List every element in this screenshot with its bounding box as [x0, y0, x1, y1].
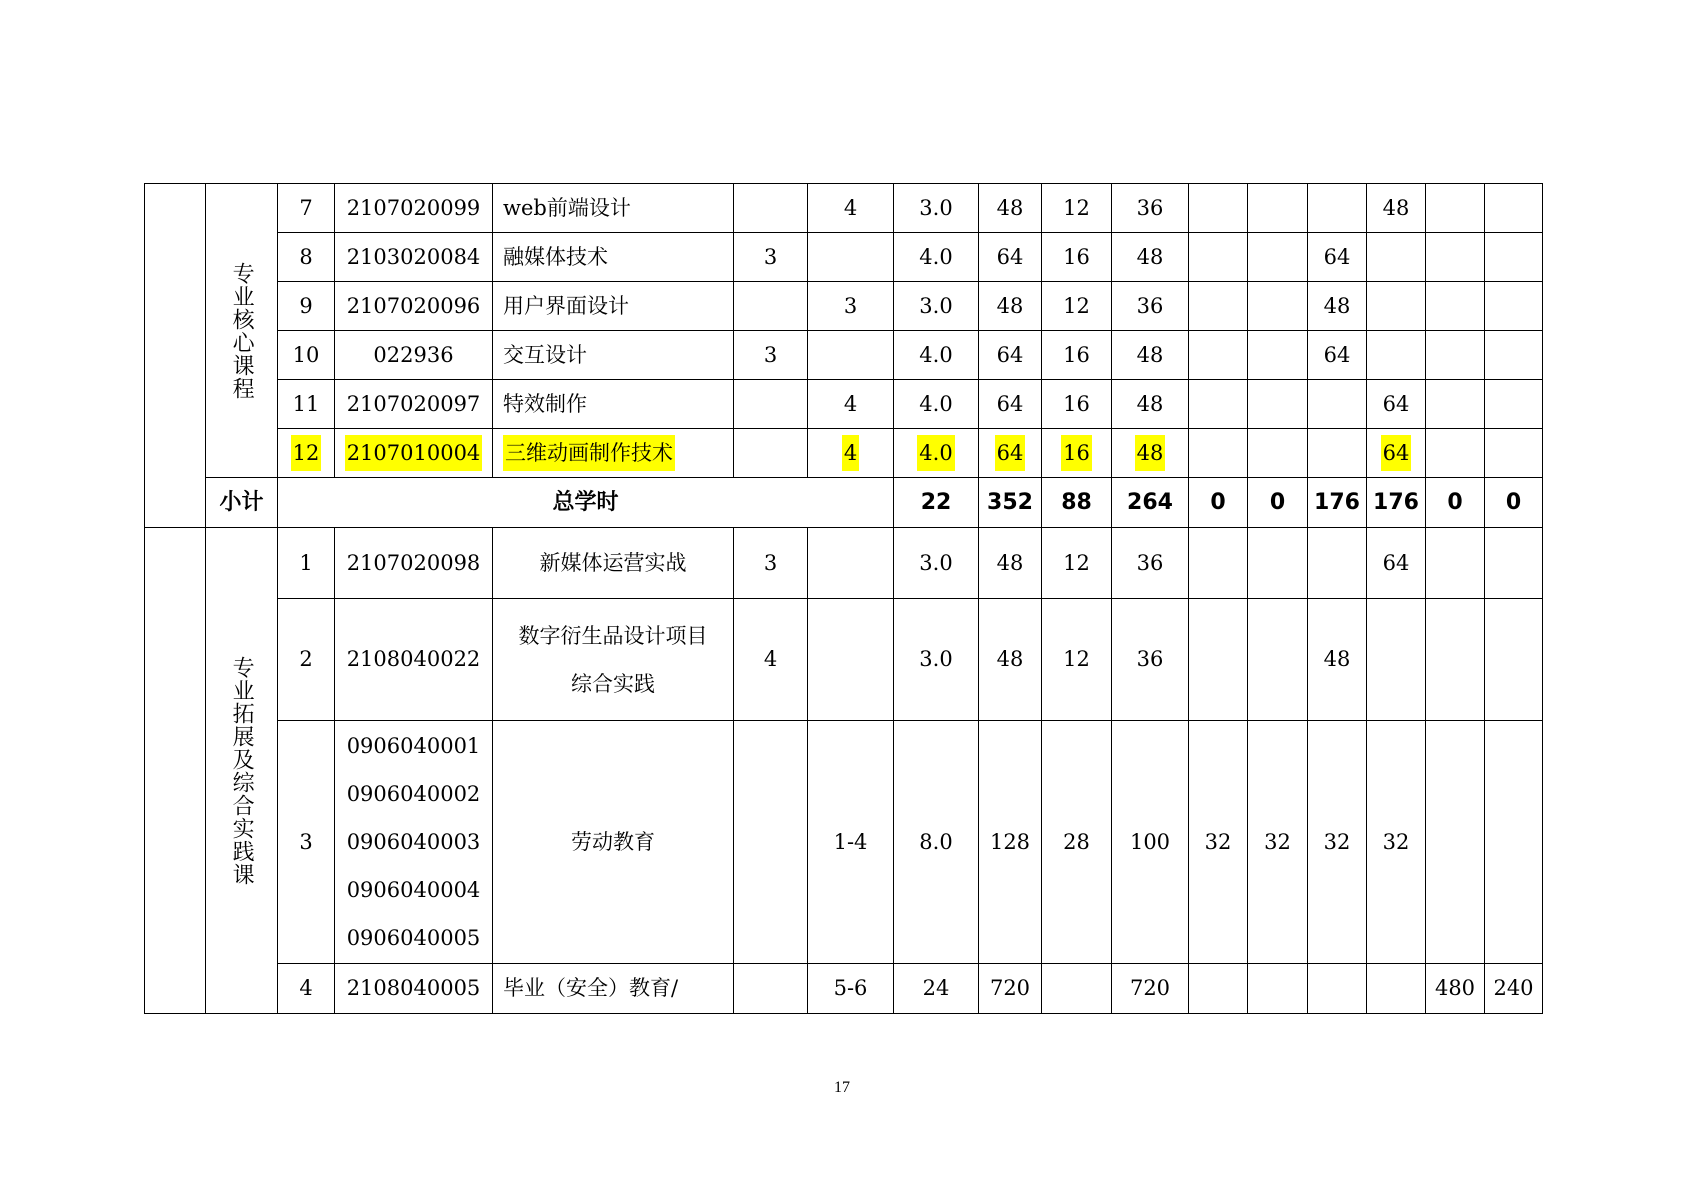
- subtotal-s1: 0: [1189, 478, 1248, 528]
- cell-total: 48: [979, 528, 1042, 599]
- cell-s5: [1426, 380, 1485, 429]
- cell-s4: 64: [1367, 380, 1426, 429]
- cell-s6: [1485, 184, 1543, 233]
- code-item: 0906040002: [346, 782, 481, 806]
- cell-name: 融媒体技术: [493, 233, 734, 282]
- cell-credit: 3.0: [894, 184, 979, 233]
- cell-theory: 12: [1042, 282, 1112, 331]
- cell-s1: [1189, 429, 1248, 478]
- cell-s2: [1248, 429, 1308, 478]
- highlight: 4: [842, 435, 859, 471]
- cell-s4: [1367, 282, 1426, 331]
- cell-s2: 32: [1248, 721, 1308, 964]
- cell-s5: [1426, 331, 1485, 380]
- highlight: 64: [995, 435, 1026, 471]
- cell-credit: 8.0: [894, 721, 979, 964]
- page-number: 17: [834, 1079, 850, 1096]
- cell-exam: [734, 380, 808, 429]
- cell-no: 2: [278, 599, 335, 721]
- cell-theory: [1042, 964, 1112, 1014]
- cell-s4: [1367, 964, 1426, 1014]
- cell-name: web前端设计: [493, 184, 734, 233]
- cell-code: 2107020098: [335, 528, 493, 599]
- cell-s6: [1485, 282, 1543, 331]
- cell-name: 劳动教育: [493, 721, 734, 964]
- cell-s2: [1248, 599, 1308, 721]
- cell-s4: [1367, 331, 1426, 380]
- cell-no: [278, 429, 335, 478]
- cell-practice: 36: [1112, 599, 1189, 721]
- table-row: [145, 599, 1543, 721]
- highlight: 16: [1061, 435, 1092, 471]
- table-row: [145, 331, 1543, 380]
- cell-theory: 12: [1042, 599, 1112, 721]
- cell-name: 交互设计: [493, 331, 734, 380]
- table-row: [145, 964, 1543, 1014]
- cell-name: 新媒体运营实战: [493, 528, 734, 599]
- total-hours-label: 总学时: [278, 478, 894, 528]
- highlight: 4.0: [917, 435, 954, 471]
- subtotal-s6: 0: [1485, 478, 1543, 528]
- cell-check: [808, 331, 894, 380]
- cell-code: 022936: [335, 331, 493, 380]
- cell-total: 64: [979, 233, 1042, 282]
- cell-name: [493, 599, 734, 721]
- cell-code: [335, 429, 493, 478]
- cell-s6: [1485, 528, 1543, 599]
- cell-theory: 16: [1042, 331, 1112, 380]
- cell-practice: 48: [1112, 331, 1189, 380]
- cell-s5: [1426, 721, 1485, 964]
- table-row: [145, 380, 1543, 429]
- cell-exam: [734, 282, 808, 331]
- group-cell-blank: [145, 528, 206, 1014]
- subtotal-credit: 22: [894, 478, 979, 528]
- cell-practice: 720: [1112, 964, 1189, 1014]
- cell-theory: 12: [1042, 528, 1112, 599]
- cell-check: 4: [808, 184, 894, 233]
- highlight: 12: [291, 435, 322, 471]
- cell-code: 2107020097: [335, 380, 493, 429]
- cell-theory: 16: [1042, 380, 1112, 429]
- cell-s1: [1189, 282, 1248, 331]
- cell-credit: 3.0: [894, 599, 979, 721]
- cell-no: 1: [278, 528, 335, 599]
- subtotal-s3: 176: [1308, 478, 1367, 528]
- cell-s4: 64: [1367, 528, 1426, 599]
- cell-exam: [734, 964, 808, 1014]
- cell-s6: [1485, 233, 1543, 282]
- cell-exam: 3: [734, 233, 808, 282]
- subtotal-s4: 176: [1367, 478, 1426, 528]
- table-row: [145, 184, 1543, 233]
- cell-theory: [1042, 429, 1112, 478]
- cell-theory: 12: [1042, 184, 1112, 233]
- table-row: [145, 528, 1543, 599]
- cell-s5: [1426, 528, 1485, 599]
- cell-s3: [1308, 184, 1367, 233]
- cell-s3: [1308, 380, 1367, 429]
- table-row: [145, 282, 1543, 331]
- cell-s2: [1248, 184, 1308, 233]
- cell-exam: 3: [734, 331, 808, 380]
- highlight: 三维动画制作技术: [503, 435, 675, 471]
- cell-credit: [894, 429, 979, 478]
- table-row: [145, 233, 1543, 282]
- cell-practice: 48: [1112, 380, 1189, 429]
- cell-credit: 3.0: [894, 282, 979, 331]
- table-row-highlighted: [145, 429, 1543, 478]
- cell-s4: [1367, 233, 1426, 282]
- cell-credit: 4.0: [894, 331, 979, 380]
- cell-s5: 480: [1426, 964, 1485, 1014]
- cell-s2: [1248, 233, 1308, 282]
- cell-check: [808, 599, 894, 721]
- cell-s5: [1426, 429, 1485, 478]
- cell-practice: 48: [1112, 233, 1189, 282]
- cell-no: 8: [278, 233, 335, 282]
- cell-name: [493, 429, 734, 478]
- cell-s2: [1248, 380, 1308, 429]
- name-line: 数字衍生品设计项目: [518, 623, 708, 648]
- subtotal-row: [145, 478, 1543, 528]
- cell-theory: 28: [1042, 721, 1112, 964]
- cell-check: [808, 233, 894, 282]
- cell-no: 7: [278, 184, 335, 233]
- cell-name: 用户界面设计: [493, 282, 734, 331]
- cell-s2: [1248, 282, 1308, 331]
- cell-s2: [1248, 528, 1308, 599]
- subtotal-theory: 88: [1042, 478, 1112, 528]
- cell-s5: [1426, 233, 1485, 282]
- cell-s2: [1248, 964, 1308, 1014]
- cell-s6: [1485, 331, 1543, 380]
- cell-practice: 36: [1112, 282, 1189, 331]
- cell-total: 720: [979, 964, 1042, 1014]
- cell-credit: 24: [894, 964, 979, 1014]
- highlight: 64: [1381, 435, 1412, 471]
- cell-s4: 32: [1367, 721, 1426, 964]
- cell-total: 64: [979, 380, 1042, 429]
- course-table: [144, 183, 1543, 1014]
- cell-credit: 3.0: [894, 528, 979, 599]
- cell-s2: [1248, 331, 1308, 380]
- category-core: 专业核心课程: [206, 184, 278, 478]
- cell-s6: [1485, 721, 1543, 964]
- cell-code: 2107020096: [335, 282, 493, 331]
- subtotal-practice: 264: [1112, 478, 1189, 528]
- cell-s3: [1308, 964, 1367, 1014]
- code-item: 0906040004: [346, 878, 481, 902]
- cell-total: [979, 429, 1042, 478]
- code-item: 0906040003: [346, 830, 481, 854]
- cell-s1: [1189, 964, 1248, 1014]
- cell-total: 128: [979, 721, 1042, 964]
- highlight: 2107010004: [345, 435, 483, 471]
- cell-name: 毕业（安全）教育/: [493, 964, 734, 1014]
- cell-practice: 100: [1112, 721, 1189, 964]
- cell-code: 2107020099: [335, 184, 493, 233]
- cell-s1: [1189, 528, 1248, 599]
- cell-s1: [1189, 380, 1248, 429]
- cell-s5: [1426, 599, 1485, 721]
- cell-s3: 32: [1308, 721, 1367, 964]
- cell-practice: 36: [1112, 184, 1189, 233]
- code-list: [335, 722, 492, 962]
- cell-total: 64: [979, 331, 1042, 380]
- subtotal-total: 352: [979, 478, 1042, 528]
- cell-theory: 16: [1042, 233, 1112, 282]
- cell-code: 2108040005: [335, 964, 493, 1014]
- cell-total: 48: [979, 282, 1042, 331]
- cell-s6: [1485, 599, 1543, 721]
- cell-exam: [734, 429, 808, 478]
- cell-check: [808, 429, 894, 478]
- cell-s3: 64: [1308, 331, 1367, 380]
- cell-check: [808, 528, 894, 599]
- cell-s3: [1308, 429, 1367, 478]
- cell-practice: [1112, 429, 1189, 478]
- cell-s1: [1189, 184, 1248, 233]
- cell-no: 4: [278, 964, 335, 1014]
- code-item: 0906040005: [346, 926, 481, 950]
- cell-s6: [1485, 380, 1543, 429]
- cell-s3: [1308, 528, 1367, 599]
- cell-credit: 4.0: [894, 380, 979, 429]
- cell-no: 3: [278, 721, 335, 964]
- cell-exam: [734, 184, 808, 233]
- cell-s3: 48: [1308, 599, 1367, 721]
- cell-practice: 36: [1112, 528, 1189, 599]
- code-item: 0906040001: [346, 734, 481, 758]
- cell-s4: 48: [1367, 184, 1426, 233]
- cell-check: 1-4: [808, 721, 894, 964]
- cell-code: [335, 721, 493, 964]
- cell-s1: [1189, 599, 1248, 721]
- cell-credit: 4.0: [894, 233, 979, 282]
- cell-s5: [1426, 282, 1485, 331]
- category-extension: 专业拓展及综合实践课: [206, 528, 278, 1014]
- cell-s1: [1189, 233, 1248, 282]
- highlight: 48: [1135, 435, 1166, 471]
- cell-s4: [1367, 599, 1426, 721]
- cell-s3: 48: [1308, 282, 1367, 331]
- cell-name: 特效制作: [493, 380, 734, 429]
- cell-total: 48: [979, 184, 1042, 233]
- cell-s6: 240: [1485, 964, 1543, 1014]
- cell-s1: [1189, 331, 1248, 380]
- cell-s1: 32: [1189, 721, 1248, 964]
- name-line: 综合实践: [571, 671, 655, 696]
- cell-check: 3: [808, 282, 894, 331]
- cell-check: 5-6: [808, 964, 894, 1014]
- cell-total: 48: [979, 599, 1042, 721]
- cell-exam: 3: [734, 528, 808, 599]
- cell-check: 4: [808, 380, 894, 429]
- cell-code: 2103020084: [335, 233, 493, 282]
- cell-exam: 4: [734, 599, 808, 721]
- cell-no: 11: [278, 380, 335, 429]
- cell-no: 10: [278, 331, 335, 380]
- subtotal-label: 小计: [206, 478, 278, 528]
- table-row: [145, 721, 1543, 964]
- subtotal-s5: 0: [1426, 478, 1485, 528]
- cell-no: 9: [278, 282, 335, 331]
- cell-code: 2108040022: [335, 599, 493, 721]
- cell-s4: [1367, 429, 1426, 478]
- subtotal-s2: 0: [1248, 478, 1308, 528]
- group-cell-blank: [145, 184, 206, 528]
- cell-exam: [734, 721, 808, 964]
- cell-s6: [1485, 429, 1543, 478]
- cell-s3: 64: [1308, 233, 1367, 282]
- cell-s5: [1426, 184, 1485, 233]
